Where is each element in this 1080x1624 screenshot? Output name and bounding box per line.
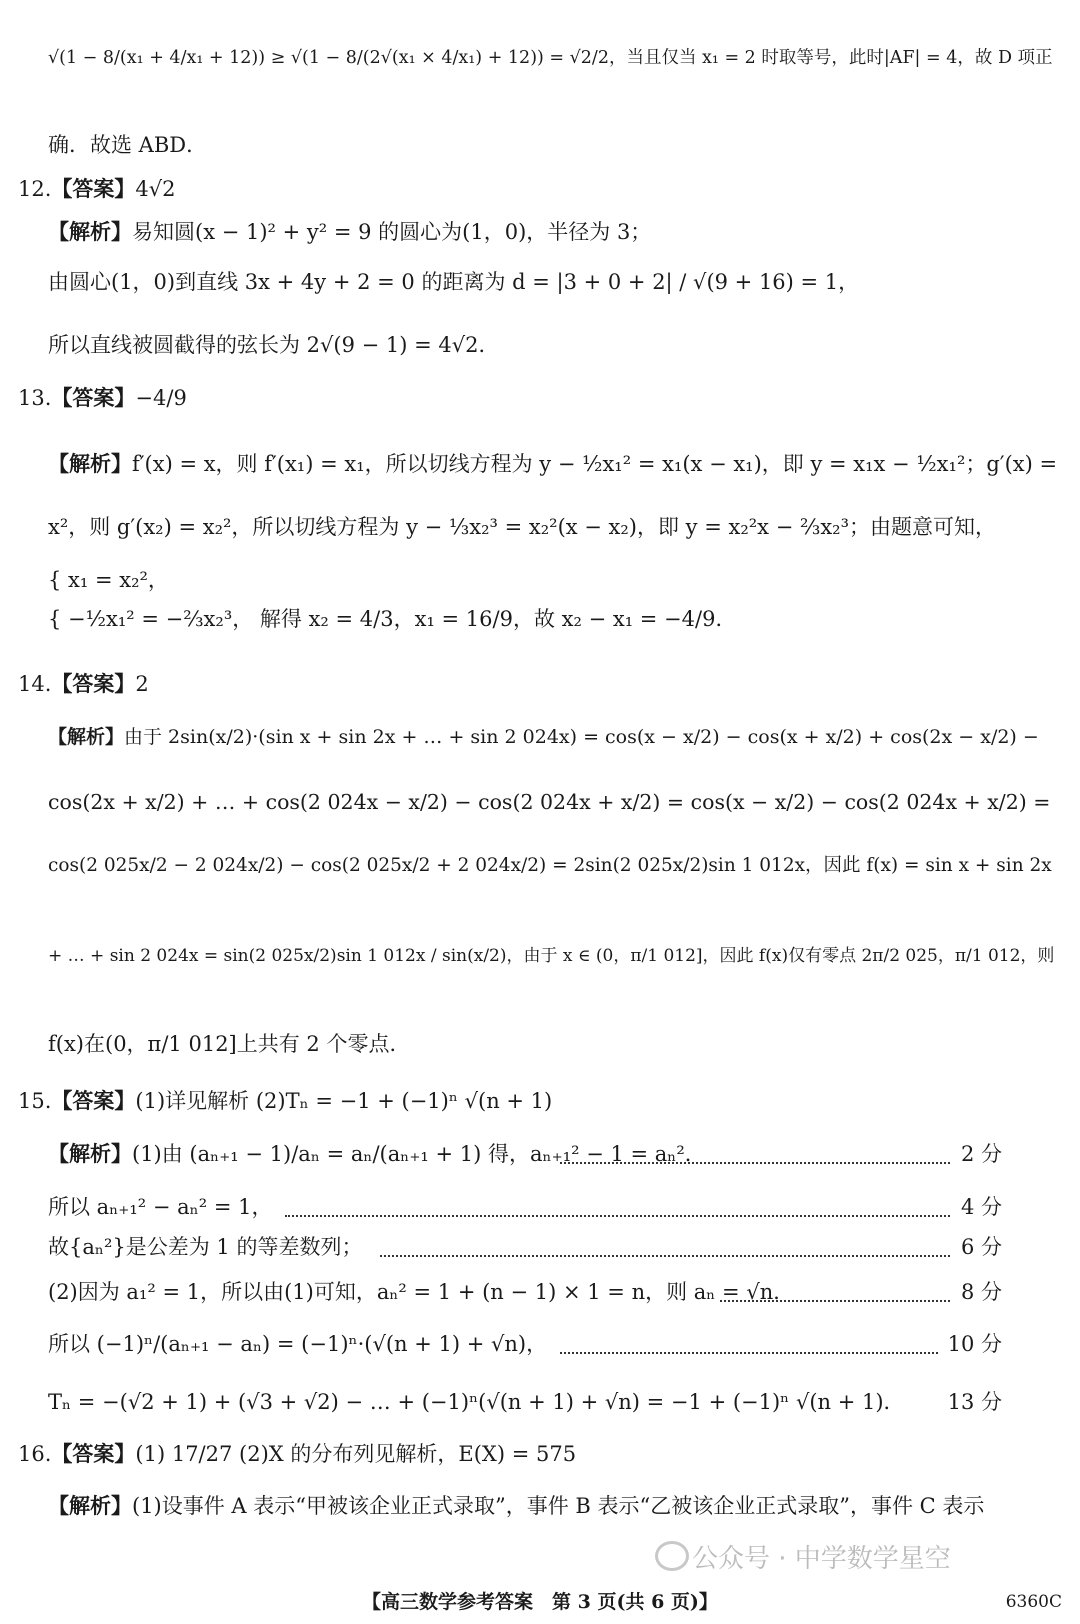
solution-tag: 【解析】 [48,219,132,244]
answer-value: −4/9 [135,386,187,410]
score-label: 4 分 [960,1195,1002,1219]
solution-tag: 【解析】 [48,726,125,748]
score-label: 2 分 [960,1142,1002,1166]
score-label: 13 分 [947,1390,1002,1414]
answer-tag: 【答案】 [51,671,136,696]
question-16 [18,1440,576,1468]
solution-text: (1)设事件 A 表示“甲被该企业正式录取”，事件 B 表示“乙被该企业正式录取”，事件 C 表示 [132,1494,985,1518]
solution-text: 由于 2sin(x/2)·(sin x + sin 2x + … + sin 2 024x) = cos(x − x/2) − cos(x + x/2) + cos(2x − x/2) − [124,726,1039,748]
leader-dots [560,1352,938,1354]
solution-line: 所以 aₙ₊₁² − aₙ² = 1， [48,1195,273,1219]
solution-line: (2)因为 a₁² = 1，所以由(1)可知，aₙ² = 1 + (n − 1) × 1 = n，则 aₙ = √n． [48,1280,795,1304]
solution-line [48,1492,984,1520]
answer-value: (1) 17/27 (2)X 的分布列见解析，E(X) = 575 [135,1442,577,1466]
page-footer: 【高三数学参考答案 第 3 页(共 6 页)】 [362,1591,718,1613]
solution-line: Tₙ = −(√2 + 1) + (√3 + √2) − … + (−1)ⁿ(√(n + 1) + √n) = −1 + (−1)ⁿ √(n + 1)． [48,1390,905,1414]
text-line: 确．故选 ABD． [48,133,208,157]
question-number: 16. [18,1442,52,1466]
solution-line [48,723,1039,751]
solution-line: x²，则 g′(x₂) = x₂²，所以切线方程为 y − ⅓x₂³ = x₂²(x − x₂)，即 y = x₂²x − ⅔x₂³；由题意可知， [48,515,996,539]
question-number: 15. [18,1089,52,1113]
watermark: 公众号 · 中学数学星空 [692,1544,951,1574]
solution-text: f′(x) = x，则 f′(x₁) = x₁，所以切线方程为 y − ½x₁² = x₁(x − x₁)，即 y = x₁x − ½x₁²；g′(x) = [132,452,1058,476]
question-14 [18,670,149,698]
leader-dots [380,1255,950,1257]
question-12 [18,175,176,203]
score-label: 8 分 [960,1280,1002,1304]
question-number: 12. [18,177,52,201]
solution-tag: 【解析】 [48,1493,132,1518]
solution-line: cos(2 025x/2 − 2 024x/2) − cos(2 025x/2 + 2 024x/2) = 2sin(2 025x/2)sin 1 012x，因此 f(x) = sin x + sin 2x [48,855,1052,876]
solution-line: 所以 (−1)ⁿ/(aₙ₊₁ − aₙ) = (−1)ⁿ·(√(n + 1) + √n)， [48,1332,548,1356]
solution-text: (1)由 (aₙ₊₁ − 1)/aₙ = aₙ/(aₙ₊₁ + 1) 得，aₙ₊₁² − 1 = aₙ²． [132,1142,706,1166]
answer-value: (1)详见解析 (2)Tₙ = −1 + (−1)ⁿ √(n + 1) [135,1089,553,1113]
solution-line [48,450,1057,478]
solution-line: { −½x₁² = −⅔x₂³， 解得 x₂ = 4/3，x₁ = 16/9，故 x₂ − x₁ = −4/9． [48,607,737,631]
paper-code: 6360C [1005,1592,1062,1612]
solution-line: + … + sin 2 024x = sin(2 025x/2)sin 1 012x / sin(x/2)，由于 x ∈ (0，π/1 012]，因此 f(x)仅有零点 2π/2 025，π/1 012，则 [48,946,1055,966]
answer-tag: 【答案】 [51,176,136,201]
solution-line: 所以直线被圆截得的弦长为 2√(9 − 1) = 4√2． [48,333,500,357]
question-13 [18,384,187,412]
wechat-icon [655,1541,689,1571]
answer-tag: 【答案】 [51,1441,136,1466]
text-line: √(1 − 8/(x₁ + 4/x₁ + 12)) ≥ √(1 − 8/(2√(x₁ × 4/x₁) + 12)) = √2/2，当且仅当 x₁ = 2 时取等号，此时|AF| = 4，故 D 项正 [48,48,1053,68]
solution-line: cos(2x + x/2) + … + cos(2 024x − x/2) − cos(2 024x + x/2) = cos(x − x/2) − cos(2 024x + x/2) = [48,790,1051,814]
solution-text: 易知圆(x − 1)² + y² = 9 的圆心为(1，0)，半径为 3； [132,220,652,244]
solution-tag: 【解析】 [48,451,132,476]
leader-dots [560,1162,950,1164]
solution-tag: 【解析】 [48,1141,132,1166]
leader-dots [285,1215,950,1217]
solution-line: { x₁ = x₂²， [48,568,169,592]
answer-tag: 【答案】 [51,1088,136,1113]
question-15 [18,1087,552,1115]
score-label: 6 分 [960,1235,1002,1259]
answer-value: 2 [135,672,149,696]
question-number: 13. [18,386,52,410]
score-label: 10 分 [947,1332,1002,1356]
solution-line [48,218,651,246]
answer-value: 4√2 [135,177,176,201]
solution-line: f(x)在(0，π/1 012]上共有 2 个零点． [48,1032,411,1056]
question-number: 14. [18,672,52,696]
solution-line: 由圆心(1，0)到直线 3x + 4y + 2 = 0 的距离为 d = |3 + 0 + 2| / √(9 + 16) = 1， [48,270,860,294]
answer-tag: 【答案】 [51,385,136,410]
solution-line: 故{aₙ²}是公差为 1 的等差数列； [48,1235,363,1259]
leader-dots [720,1300,950,1302]
